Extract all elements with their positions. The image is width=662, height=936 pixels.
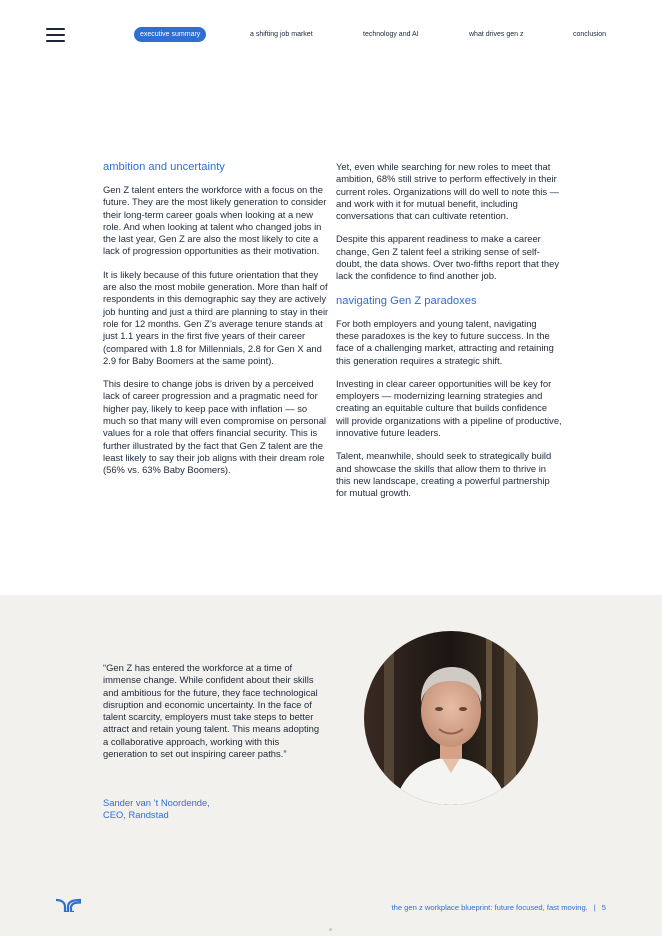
tab-shifting-job-market[interactable]: a shifting job market — [250, 31, 313, 38]
tab-what-drives-gen-z[interactable]: what drives gen z — [469, 31, 524, 38]
tab-technology-and-ai[interactable]: technology and AI — [363, 31, 419, 38]
ceo-quote: “Gen Z has entered the workforce at a time of immense change. While confident about their skills and ambitious for the future, they face technological disruption and economic uncertainty. In the face of talent scarcity, employers must take steps to better attract and retain young talent. This means adopting a collaborative approach, working with this generation to set out inspiring career paths.” — [103, 662, 320, 760]
page-number: 5 — [601, 903, 606, 912]
footer-separator: | — [593, 903, 596, 912]
footer-title: the gen z workplace blueprint: future focused, fast moving. — [391, 903, 588, 912]
section-heading-ambition: ambition and uncertainty — [103, 161, 225, 173]
paragraph: Investing in clear career opportunities will be key for employers — modernizing learning strategies and creating an equitable culture that builds confidence will provide organizations with a pipeline of productive, innovative future leaders. — [336, 377, 562, 439]
top-navigation — [0, 27, 662, 43]
paragraph: For both employers and young talent, navigating these paradoxes is the key to future success. In the face of a challenging market, attracting and retaining this generation requires a strategic shift. — [336, 317, 554, 366]
article-left-column — [103, 160, 329, 488]
attribution-name: Sander van ’t Noordende, — [103, 797, 210, 808]
paragraph: Gen Z talent enters the workforce with a focus on the future. They are the most likely generation to consider their long-term career goals when looking at a new role. And when looking at talent who changed jobs in the last year, Gen Z are also the most likely to cite a lack of progression opportunities as their motivation. — [103, 184, 327, 257]
paragraph: Yet, even while searching for new roles to meet that ambition, 68% still strive to perform effectively in their current roles. Organizations will do well to note this — and work with it for mutual benefit, including conversations that can cultivate retention. — [336, 161, 560, 222]
quote-section-background — [0, 595, 662, 936]
tab-executive-summary[interactable]: executive summary — [134, 27, 206, 42]
portrait-illustration — [364, 631, 538, 805]
paragraph: Talent, meanwhile, should seek to strategically build and showcase the skills that allow them to thrive in this new landscape, creating a powerful partnership for mutual growth. — [336, 450, 552, 499]
paragraph: It is likely because of this future orientation that they are also the most mobile generation. More than half of respondents in this demographic say they are actively job hunting and just a third are planning to stay in their role for 12 months. Gen Z’s average tenure stands at just 1.1 years in the first five years of their career (compared with 1.8 for Millennials, 2.8 for Gen X and 2.9 for Baby Boomers at the same point). — [103, 268, 329, 366]
page-indicator-dot — [329, 928, 332, 931]
portrait-photo — [364, 631, 538, 805]
paragraph: Despite this apparent readiness to make a career change, Gen Z talent feel a striking sense of self-doubt, the data shows. Over two-fifths report that they lack the confidence to find another job. — [336, 233, 560, 282]
tab-conclusion[interactable]: conclusion — [573, 31, 607, 38]
randstad-logo-icon — [55, 898, 81, 912]
section-heading-paradoxes: navigating Gen Z paradoxes — [336, 294, 477, 307]
article-right-column — [336, 161, 562, 511]
attribution-role: CEO, Randstad — [103, 809, 169, 821]
page-footer — [392, 903, 607, 912]
quote-attribution — [103, 797, 210, 822]
paragraph: This desire to change jobs is driven by a perceived lack of career progression and a pragmatic need for higher pay, likely to keep pace with inflation — so much so that many will even compromise on personal values for a role that offers financial security. This is further illustrated by the fact that Gen Z talent are the least likely to say their job aligns with their dream role (56% vs. 63% Baby Boomers). — [103, 378, 327, 476]
